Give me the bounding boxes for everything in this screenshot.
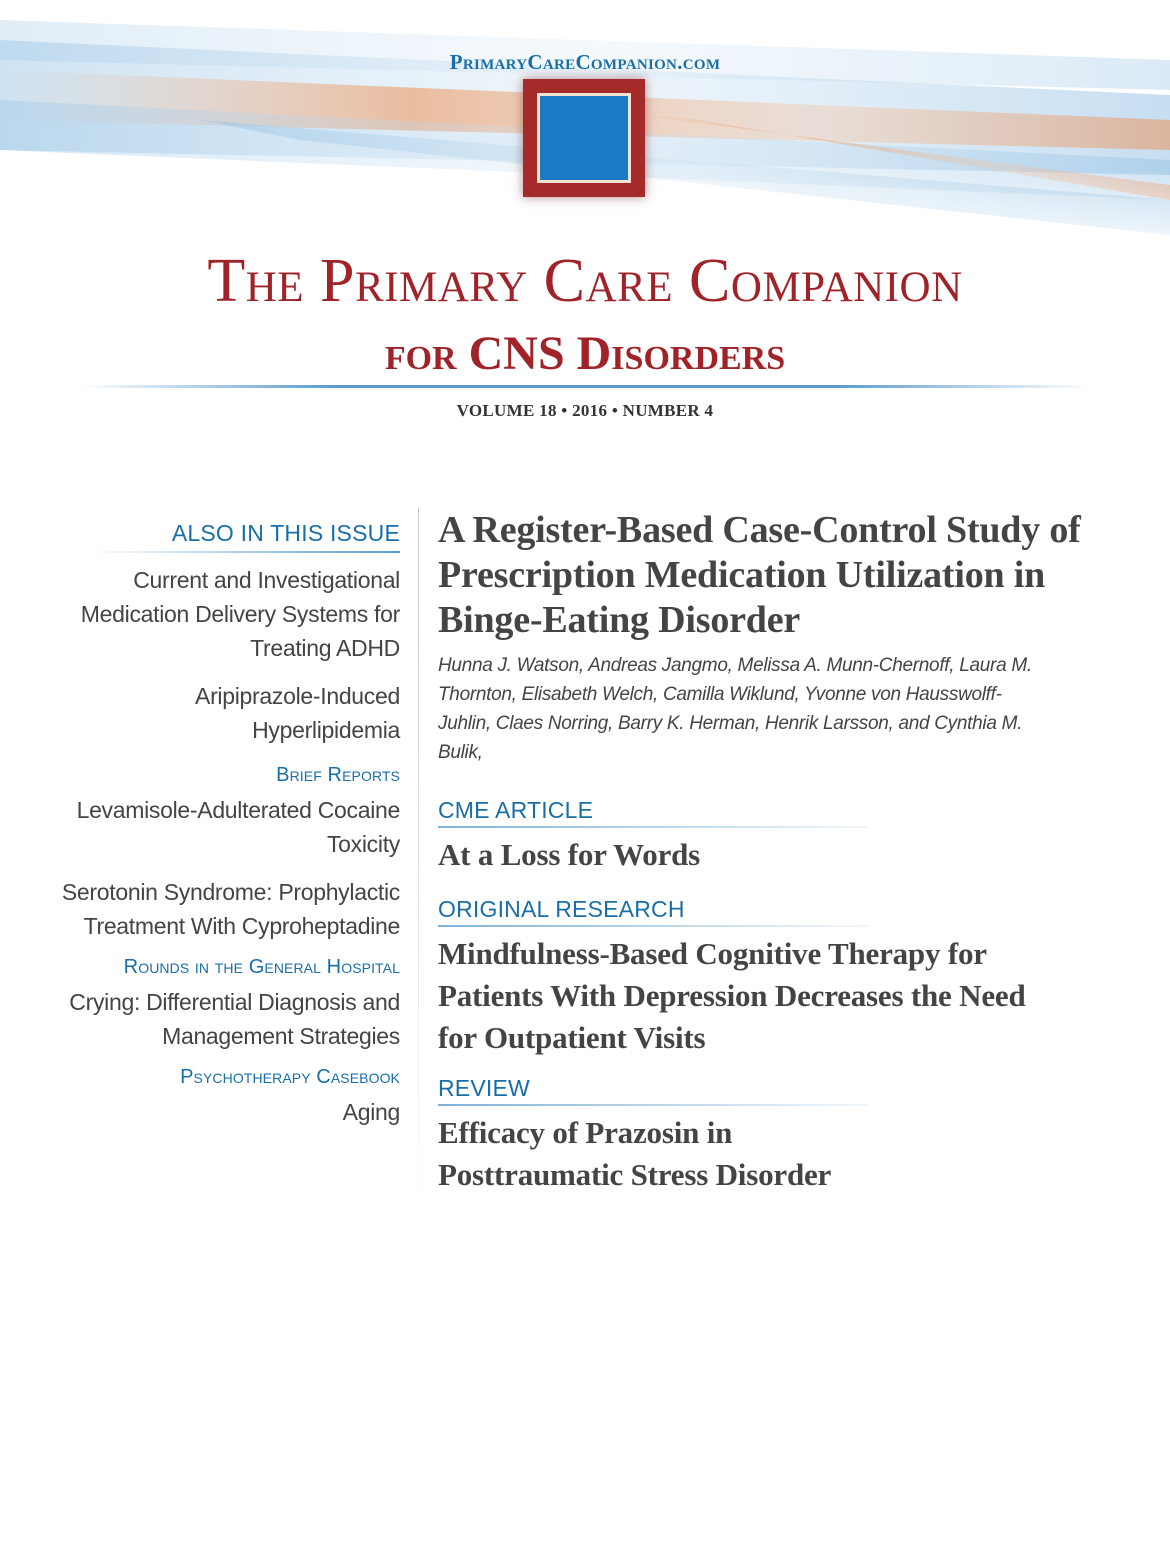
section-label-original-research: ORIGINAL RESEARCH xyxy=(438,896,685,922)
site-url[interactable]: PrimaryCareCompanion.com xyxy=(449,50,721,74)
section-underline xyxy=(438,826,868,828)
toc-item-levamisole[interactable]: Levamisole-Adulterated Cocaine Toxicity xyxy=(76,797,400,857)
logo-blue-square xyxy=(540,96,628,180)
journal-title: The Primary Care Companion xyxy=(207,247,963,315)
toc-item-adhd-delivery[interactable]: Current and Investigational Medication Delivery Systems for Treating ADHD xyxy=(80,567,400,661)
featured-articles-column xyxy=(438,508,1138,1196)
section-heading-rounds: Rounds in the General Hospital xyxy=(123,956,400,978)
article-title-at-a-loss-for-words[interactable]: At a Loss for Words xyxy=(438,837,701,872)
article-title-prazosin[interactable]: Efficacy of Prazosin in Posttraumatic Stress Disorder xyxy=(438,1115,832,1192)
also-in-this-issue-column xyxy=(60,520,400,1143)
also-in-this-issue-heading: ALSO IN THIS ISSUE xyxy=(171,520,400,546)
article-block-cme xyxy=(438,797,1138,876)
also-heading-underline xyxy=(90,551,400,553)
masthead-divider xyxy=(80,385,1090,388)
lead-article-authors: Hunna J. Watson, Andreas Jangmo, Melissa A. Munn-Chernoff, Laura M. Thornton, Elisabeth Welch, Camilla Wiklund, Yvonne von Hausswolff-Juhlin, Claes Norring, Barry K. Herman, Henrik Larsson, and Cynthia M. Bulik, xyxy=(438,655,1032,763)
lead-article-title[interactable]: A Register-Based Case-Control Study of Prescription Medication Utilization in Binge-Eating Disorder xyxy=(438,509,1081,641)
toc-item-aripiprazole[interactable]: Aripiprazole-Induced Hyperlipidemia xyxy=(195,683,400,743)
logo-frame xyxy=(537,93,631,183)
toc-item-aging[interactable]: Aging xyxy=(342,1099,400,1125)
section-label-cme-article: CME ARTICLE xyxy=(438,797,594,823)
journal-subtitle: for CNS Disorders xyxy=(384,327,786,380)
article-block-original-research xyxy=(438,896,1138,1059)
column-divider xyxy=(418,508,419,1238)
toc-item-crying[interactable]: Crying: Differential Diagnosis and Management Strategies xyxy=(69,989,400,1049)
article-title-mindfulness[interactable]: Mindfulness-Based Cognitive Therapy for Patients With Depression Decreases the Need for Outpatient Visits xyxy=(438,936,1026,1055)
section-label-review: REVIEW xyxy=(438,1075,530,1101)
section-underline xyxy=(438,1104,868,1106)
article-block-review xyxy=(438,1075,1138,1196)
header-banner xyxy=(0,0,1170,260)
section-underline xyxy=(438,925,868,927)
journal-logo xyxy=(523,79,645,197)
issue-info: VOLUME 18 • 2016 • NUMBER 4 xyxy=(456,401,714,420)
toc-item-serotonin-syndrome[interactable]: Serotonin Syndrome: Prophylactic Treatment With Cyproheptadine xyxy=(61,879,400,939)
section-heading-brief-reports: Brief Reports xyxy=(276,764,400,786)
section-heading-psychotherapy-casebook: Psychotherapy Casebook xyxy=(180,1066,400,1088)
